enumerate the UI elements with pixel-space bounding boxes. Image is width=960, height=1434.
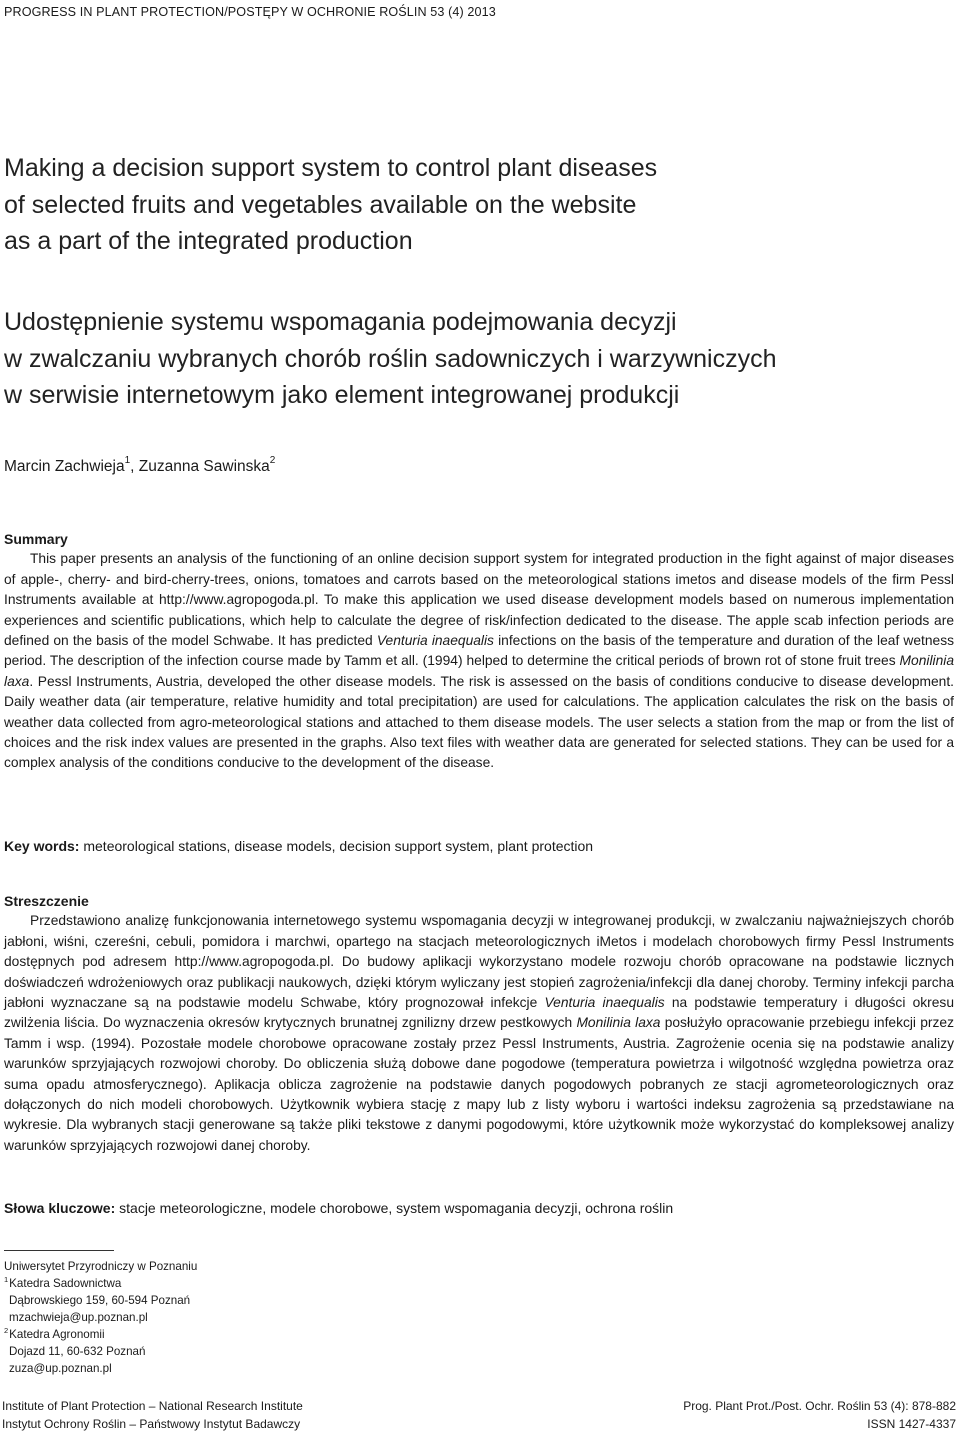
footnote-divider (4, 1250, 114, 1251)
footer-issn: ISSN 1427-4337 (867, 1416, 956, 1431)
summary-text (4, 549, 954, 773)
affiliation-dept-name: Katedra Sadownictwa (9, 1277, 122, 1290)
keywords-text: meteorological stations, disease models, decision support system, plant protection (79, 838, 594, 854)
affiliation-1-email[interactable]: mzachwieja@up.poznan.pl (9, 1311, 148, 1324)
title-polish (4, 304, 777, 414)
footer-citation (683, 1398, 956, 1433)
streszczenie-text (4, 911, 954, 1156)
author-affiliation-mark: 2 (269, 455, 276, 466)
affiliation-1-address: Dąbrowskiego 159, 60-594 Poznań (9, 1294, 191, 1307)
summary-text-part: . Pessl Instruments, Austria, developed the other disease models. The risk is assessed on the basis of conditions conducive to disease development. Daily weather data (air temperature, relative humidity and total precipitation) are used for calculations. The application calculates the risk on the basis of weather data collected from agro-meteorological stations and attached to them disease models. The user selects a station from the map or from the list of choices and the risk index values are presented in the graphs. Also text files with weather data are generated for selected stations. They can be used for a complex analysis of the conditions conducive to the development of the disease. (4, 673, 954, 771)
keywords-label: Słowa kluczowe: (4, 1200, 116, 1216)
summary-text-part: This paper presents an analysis of the functioning of an online decision support system for integrated production in the fight against of major diseases of apple-, cherry- and bird-cherry-trees, onions, tomatoes and carrots based on the meteorological stations imetos and disease models of the firm Pessl Instruments available at http://www.agropogoda.pl. To make this application we used disease development models based on numerous implementation experiences and scientific publications, which help to calculate the degree of risk/infection dedicated to the disease. The apple scab infection periods are defined on the basis of the model Schwabe. It has predicted (4, 551, 954, 649)
title-polish-line: w zwalczaniu wybranych chorób roślin sadowniczych i warzywniczych (4, 344, 777, 373)
keywords-text: stacje meteorologiczne, modele chorobowe, system wspomagania decyzji, ochrona roślin (115, 1200, 674, 1216)
species-name: Venturia inaequalis (544, 995, 665, 1011)
author-affiliation-mark: 1 (124, 455, 131, 466)
keywords-label: Key words: (4, 838, 80, 854)
keywords-english (4, 838, 954, 854)
footer-institute-en: Institute of Plant Protection – National Research Institute (2, 1399, 303, 1413)
footer-journal-citation: Prog. Plant Prot./Post. Ochr. Roślin 53 (4): 878-882 (683, 1399, 956, 1413)
title-english (4, 150, 657, 260)
author-separator: , (130, 458, 139, 475)
keywords-polish (4, 1200, 954, 1216)
streszczenie-text-part: na podstawie temperatury i długości okresu zwilżenia liścia. Do wyznaczenia okresów krytycznych brunatnej zgnilizny drzew pestkowych (4, 995, 954, 1031)
affiliation-footnotes (4, 1258, 197, 1377)
affiliation-2-email[interactable]: zuza@up.poznan.pl (9, 1362, 112, 1375)
species-name: Monilinia laxa (576, 1015, 661, 1031)
affiliation-dept-name: Katedra Agronomii (9, 1328, 105, 1341)
author-name: Marcin Zachwieja (4, 458, 125, 475)
title-english-line: of selected fruits and vegetables available on the website (4, 190, 637, 219)
footer-institute-pl: Instytut Ochrony Roślin – Państwowy Instytut Badawczy (2, 1416, 301, 1431)
affiliation-mark: 1 (4, 1275, 9, 1284)
affiliation-1-dept (4, 1275, 197, 1292)
running-header: PROGRESS IN PLANT PROTECTION/POSTĘPY W OCHRONIE ROŚLIN 53 (4) 2013 (4, 5, 496, 19)
title-english-line: Making a decision support system to control plant diseases (4, 154, 658, 182)
species-name: Monilinia laxa (4, 653, 954, 689)
footer-institute (2, 1398, 303, 1433)
species-name: Venturia inaequalis (376, 633, 494, 649)
streszczenie-section (4, 891, 954, 1156)
affiliation-mark: 2 (4, 1326, 9, 1335)
university-name: Uniwersytet Przyrodniczy w Poznaniu (4, 1260, 198, 1273)
streszczenie-text-part: posłużyło opracowanie przebiegu infekcji przez Tamm i wsp. (1994). Pozostałe modele chorobowe opracowane zostały przez Pessl Instruments, Austria. Zagrożenie ocenia się na podstawie analizy warunków sprzyjających rozwojowi choroby. Do obliczenia służą dobowe dane pogodowe (temperatura powietrza i wilgotność względna powietrza oraz suma opadu atmosferycznego). Aplikacja oblicza zagrożenie na podstawie danych pogodowych pobranych ze stacji agrometeorologicznych oraz dołączonych do nich modeli chorobowych. Użytkownik wybiera stację z mapy lub z listy wyboru i wartości indeksu zagrożenia są przedstawiane na wykresie. Dla wybranych stacji generowane są także pliki tekstowe z danymi pogodowymi, które użytkownik może wykorzystać do kompleksowej analizy warunków sprzyjających rozwojowi danej choroby. (4, 1015, 954, 1153)
streszczenie-heading: Streszczenie (4, 893, 89, 909)
summary-text-part: infections on the basis of the temperature and duration of the leaf wetness period. The description of the infection course made by Tamm et all. (1994) helped to determine the critical periods of brown rot of stone fruit trees (4, 633, 955, 669)
title-polish-line: w serwisie internetowym jako element integrowanej produkcji (4, 381, 680, 409)
summary-section (4, 529, 954, 774)
summary-heading: Summary (4, 531, 68, 547)
title-english-line: as a part of the integrated production (4, 227, 413, 255)
author-name: Zuzanna Sawinska (138, 458, 270, 475)
affiliation-2-address: Dojazd 11, 60-632 Poznań (9, 1345, 146, 1358)
affiliation-2-dept (4, 1326, 197, 1343)
title-polish-line: Udostępnienie systemu wspomagania podejmowania decyzji (4, 308, 677, 336)
streszczenie-text-part: Przedstawiono analizę funkcjonowania internetowego systemu wspomagania decyzji w integrowanej produkcji, w zwalczaniu najważniejszych chorób jabłoni, wiśni, czereśni, cebuli, pomidora i marchwi, opartego na stacjach meteorologicznych iMetos i modelach chorobowych firmy Pessl Instruments dostępnych pod adresem http://www.agropogoda.pl. Do budowy aplikacji wykorzystano modele rozwoju chorób opracowane na podstawie licznych doświadczeń wdrożeniowych oraz publikacji naukowych, dzięki którym wyliczany jest stopień zagrożenia/infekcji dla danej choroby. Terminy infekcji parcha jabłoni wyznaczane są na podstawie modelu Schwabe, który prognozował infekcje (4, 913, 954, 1011)
author-list (4, 455, 276, 476)
